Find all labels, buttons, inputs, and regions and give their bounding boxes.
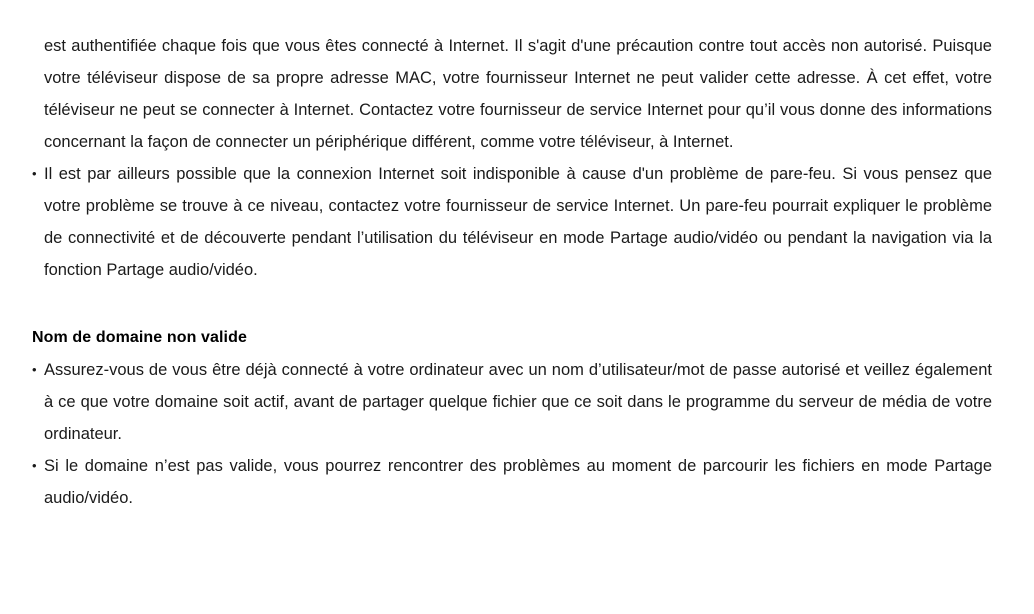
bullet-invalid-domain-browsing-text: Si le domaine n’est pas valide, vous pourrez rencontrer des problèmes au moment de parcourir les fichiers en mode Partage audio/vidéo. (44, 457, 992, 507)
bullet-login-credentials (32, 354, 992, 450)
heading-invalid-domain: Nom de domaine non valide (32, 329, 247, 346)
section-spacer (32, 286, 992, 310)
bullet-login-credentials-text: Assurez-vous de vous être déjà connecté à votre ordinateur avec un nom d’utilisateur/mot de passe autorisé et veillez également à ce que votre domaine soit actif, avant de partager quelque fichier que ce soit dans le programme du serveur de média de votre ordinateur. (44, 361, 992, 443)
bullet-marker-icon: • (32, 362, 37, 377)
bullet-firewall (32, 158, 992, 286)
bullet-marker-icon: • (32, 458, 37, 473)
bullet-firewall-text: Il est par ailleurs possible que la connexion Internet soit indisponible à cause d'un problème de pare-feu. Si vous pensez que votre problème se trouve à ce niveau, contactez votre fournisseur de service Internet. Un pare-feu pourrait expliquer le problème de connectivité et de découverte pendant l’utilisation du téléviseur en mode Partage audio/vidéo ou pendant la navigation via la fonction Partage audio/vidéo. (44, 165, 992, 279)
paragraph-mac-address: est authentifiée chaque fois que vous êtes connecté à Internet. Il s'agit d'une précaution contre tout accès non autorisé. Puisque votre téléviseur dispose de sa propre adresse MAC, votre fournisseur Internet ne peut valider cette adresse. À cet effet, votre téléviseur ne peut se connecter à Internet. Contactez votre fournisseur de service Internet pour qu’il vous donne des informations concernant la façon de connecter un périphérique différent, comme votre téléviseur, à Internet. (44, 37, 992, 151)
bullet-invalid-domain-browsing (32, 450, 992, 514)
bullet-marker-icon: • (32, 166, 37, 181)
